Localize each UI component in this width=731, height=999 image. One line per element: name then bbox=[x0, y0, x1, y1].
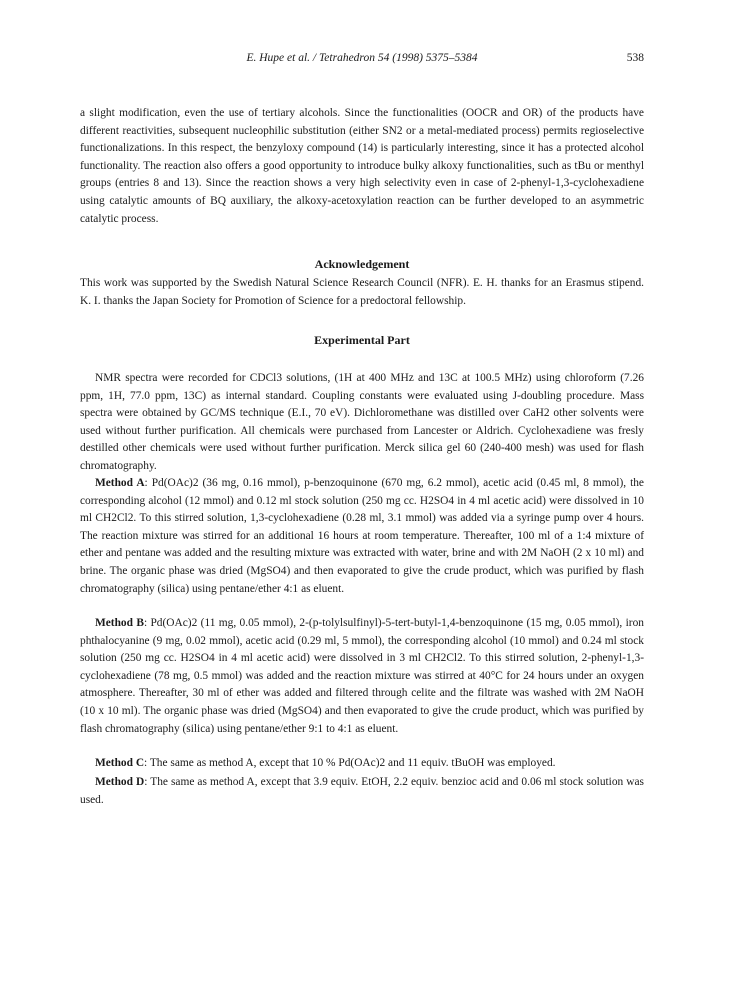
acknowledgement-text: This work was supported by the Swedish Natural Science Research Council (NFR). E. H. thanks for an Erasmus stipend. K. I. thanks the Japan Society for Promotion of Science for a predoctoral fellowship. bbox=[80, 277, 644, 307]
method-a-label: Method A bbox=[95, 477, 145, 489]
method-b-text: : Pd(OAc)2 (11 mg, 0.05 mmol), 2-(p-tolylsulfinyl)-5-tert-butyl-1,4-benzoquinone (15 mg, 0.05 mmol), iron phthalocyanine (9 mg, 0.02 mmol), acetic acid (0.29 ml, 5 mmol), the corresponding alcohol (10 mmol) and 0.24 ml stock solution (250 mg cc. H2SO4 in 4 ml acetic acid) were dissolved in 3 ml CH2Cl2. To this stirred solution, 2-phenyl-1,3-cyclohexadiene (78 mg, 0.5 mmol) was added and the reaction mixture was stirred at 40°C for 24 hours under an oxygen atmosphere. Thereafter, 30 ml of ether was added and filtered through celite and the filtrate was washed with 2M NaOH (10 x 10 ml). The organic phase was dried (MgSO4) and then evaporated to give the crude product, which was purified by flash chromatography (silica) using pentane/ether 9:1 to 4:1 as eluent. bbox=[80, 617, 644, 735]
method-c-label: Method C bbox=[95, 757, 145, 769]
method-d-text: : The same as method A, except that 3.9 equiv. EtOH, 2.2 equiv. benzioc acid and 0.06 ml stock solution was used. bbox=[80, 776, 644, 806]
method-d-paragraph bbox=[80, 774, 644, 809]
running-title: E. Hupe et al. / Tetrahedron 54 (1998) 5375–5384 bbox=[246, 52, 478, 64]
method-a-text: : Pd(OAc)2 (36 mg, 0.16 mmol), p-benzoquinone (670 mg, 6.2 mmol), acetic acid (0.45 ml, 8 mmol), the corresponding alcohol (12 mmol) and 0.12 ml stock solution (250 mg cc. H2SO4 in 4 ml acetic acid) were dissolved in 10 ml CH2Cl2. To this stirred solution, 1,3-cyclohexadiene (0.28 ml, 3.1 mmol) was added via a syringe pump over 4 hours. The reaction mixture was stirred for an additional 16 hours at room temperature. Thereafter, 100 ml of a 1:4 mixture of ether and pentane was added and the resulting mixture was extracted with water, brine and with 2M NaOH (2 x 10 ml) and brine. The organic phase was dried (MgSO4) and then evaporated to give the crude product, which was purified by flash chromatography (silica) using pentane/ether 4:1 as eluent. bbox=[80, 477, 644, 595]
method-c-paragraph bbox=[80, 755, 644, 773]
acknowledgement-heading: Acknowledgement bbox=[314, 257, 410, 271]
method-c-text: : The same as method A, except that 10 % Pd(OAc)2 and 11 equiv. tBuOH was employed. bbox=[144, 757, 556, 769]
method-b-paragraph bbox=[80, 615, 644, 738]
method-d-label: Method D bbox=[95, 776, 145, 788]
running-header bbox=[80, 52, 644, 68]
experimental-general-paragraph: NMR spectra were recorded for CDCl3 solutions, (1H at 400 MHz and 13C at 100.5 MHz) using chloroform (7.26 ppm, 1H, 77.0 ppm, 13C) as internal standard. Coupling constants were evaluated using J-doubling procedure. Mass spectra were obtained by GC/MS technique (E.I., 70 eV). Dichloromethane was distilled over CaH2 other solvents were used without further purification. All chemicals were purchased from Lancester or Aldrich. Cyclohexadiene was fresly destilled other chemicals were used without further purification. Merck silica gel 60 (240-400 mesh) was used for flash chromatography. bbox=[80, 372, 644, 472]
method-a-paragraph bbox=[80, 475, 644, 598]
experimental-heading: Experimental Part bbox=[314, 333, 410, 347]
method-b-label: Method B bbox=[95, 617, 144, 629]
intro-paragraph: a slight modification, even the use of tertiary alcohols. Since the functionalities (OOCR and OR) of the products have different reactivities, subsequent nucleophilic substitution (either SN2 or a metal-mediated process) permits regioselective functionalizations. In this respect, the benzyloxy compound (14) is particularly interesting, since it has a protected alcohol functionality. The reaction also offers a good opportunity to introduce bulky alkoxy functionalities, such as tBu or menthyl groups (entries 8 and 13). Since the reaction shows a very high selectivity even in case of 2-phenyl-1,3-cyclohexadiene using catalytic amounts of BQ auxiliary, the alkoxy-acetoxylation reaction can be further developed to an asymmetric catalytic process. bbox=[80, 107, 644, 225]
page-number: 538 bbox=[626, 52, 644, 64]
